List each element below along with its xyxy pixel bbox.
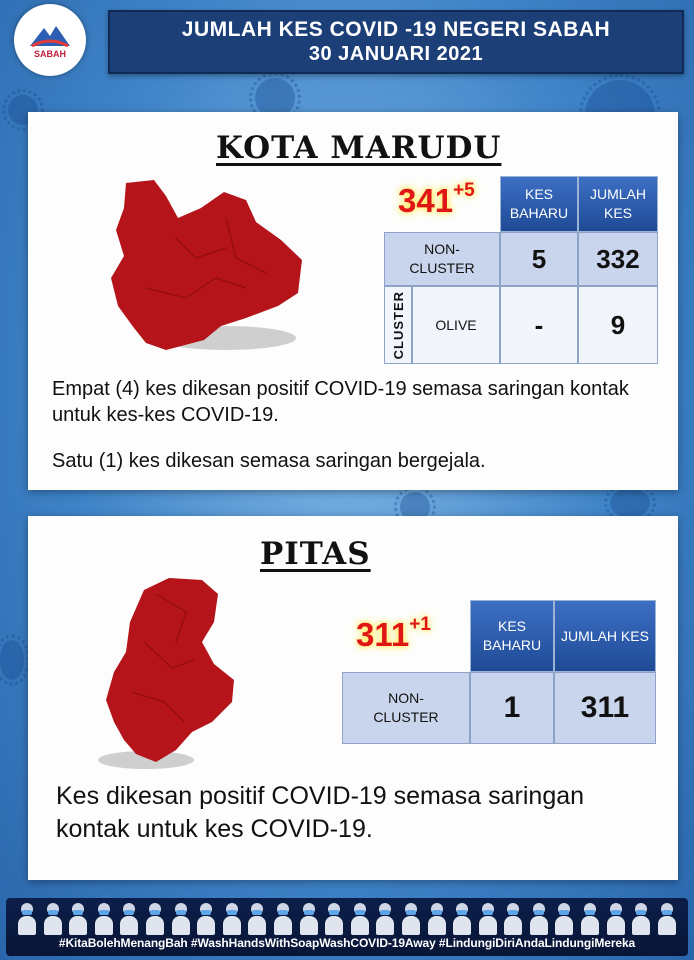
person-icon [426, 903, 448, 935]
person-icon [605, 903, 627, 935]
cell-value: 332 [596, 243, 640, 274]
person-icon [502, 903, 524, 935]
person-icon [272, 903, 294, 935]
row-group-cluster [384, 286, 412, 364]
column-header-total: JUMLAH KES [554, 600, 656, 672]
row-label-non-cluster [384, 232, 500, 286]
total-cases [356, 616, 431, 654]
cell-new-non-cluster [470, 672, 554, 744]
frontliner-figures [16, 901, 678, 935]
person-icon [656, 903, 678, 935]
description-paragraph: Empat (4) kes dikesan positif COVID-19 semasa saringan kontak untuk kes-kes COVID-19. [52, 378, 629, 427]
row-label-text: NON-CLUSTER [373, 690, 439, 725]
cell-new-olive [500, 286, 578, 364]
district-panel-pitas [28, 516, 678, 880]
row-label-olive [412, 286, 500, 364]
hashtags: #KitaBolehMenangBah #WashHandsWithSoapWashCOVID-19Away #LindungiDiriAndaLindungiMereka [58, 936, 636, 950]
person-icon [144, 903, 166, 935]
title-banner [108, 10, 684, 74]
person-icon [221, 903, 243, 935]
person-icon [528, 903, 550, 935]
person-icon [553, 903, 575, 935]
pitas-map [84, 572, 244, 782]
total-number: 341 [398, 182, 454, 219]
virus-decoration [0, 640, 24, 680]
person-icon [93, 903, 115, 935]
person-icon [374, 903, 396, 935]
column-header-new: KES BAHARU [500, 176, 578, 232]
district-title: KOTA MARUDU [216, 130, 502, 166]
kota-marudu-map [106, 178, 306, 363]
column-header-total: JUMLAH KES [578, 176, 658, 232]
person-icon [16, 903, 38, 935]
person-icon [195, 903, 217, 935]
row-label-non-cluster [342, 672, 470, 744]
row-label-text: OLIVE [435, 316, 477, 333]
page-date: 30 JANUARI 2021 [308, 43, 484, 65]
district-panel-kota-marudu [28, 112, 678, 490]
person-icon [400, 903, 422, 935]
district-title: PITAS [260, 536, 371, 572]
logo-mountain-icon [28, 22, 72, 48]
total-number: 311 [356, 616, 410, 653]
person-icon [118, 903, 140, 935]
sabah-logo [14, 4, 86, 76]
footer-banner [6, 898, 688, 956]
person-icon [67, 903, 89, 935]
cell-total-non-cluster [554, 672, 656, 744]
cell-value: 1 [503, 691, 521, 724]
total-cases [398, 182, 475, 220]
logo-text: SABAH [33, 48, 66, 59]
person-icon [42, 903, 64, 935]
row-label-text: NON-CLUSTER [409, 241, 475, 276]
cell-total-non-cluster [578, 232, 658, 286]
person-icon [323, 903, 345, 935]
person-icon [298, 903, 320, 935]
cell-value: 5 [531, 243, 547, 274]
person-icon [170, 903, 192, 935]
person-icon [451, 903, 473, 935]
cell-value: 311 [580, 691, 630, 724]
virus-decoration [610, 488, 650, 518]
person-icon [579, 903, 601, 935]
person-icon [246, 903, 268, 935]
page-title: JUMLAH KES COVID -19 NEGERI SABAH [181, 18, 611, 41]
cell-new-non-cluster [500, 232, 578, 286]
row-group-label: CLUSTER [390, 290, 406, 360]
total-increase: +5 [453, 180, 475, 201]
column-header-new: KES BAHARU [470, 600, 554, 672]
description-paragraph: Kes dikesan positif COVID-19 semasa saringan kontak untuk kes COVID-19. [56, 782, 585, 843]
description-paragraph: Satu (1) kes dikesan semasa saringan bergejala. [52, 450, 486, 472]
cell-value: 9 [610, 309, 626, 340]
cell-total-olive [578, 286, 658, 364]
total-increase: +1 [409, 614, 431, 635]
person-icon [630, 903, 652, 935]
person-icon [349, 903, 371, 935]
cell-value: - [534, 309, 544, 340]
person-icon [477, 903, 499, 935]
